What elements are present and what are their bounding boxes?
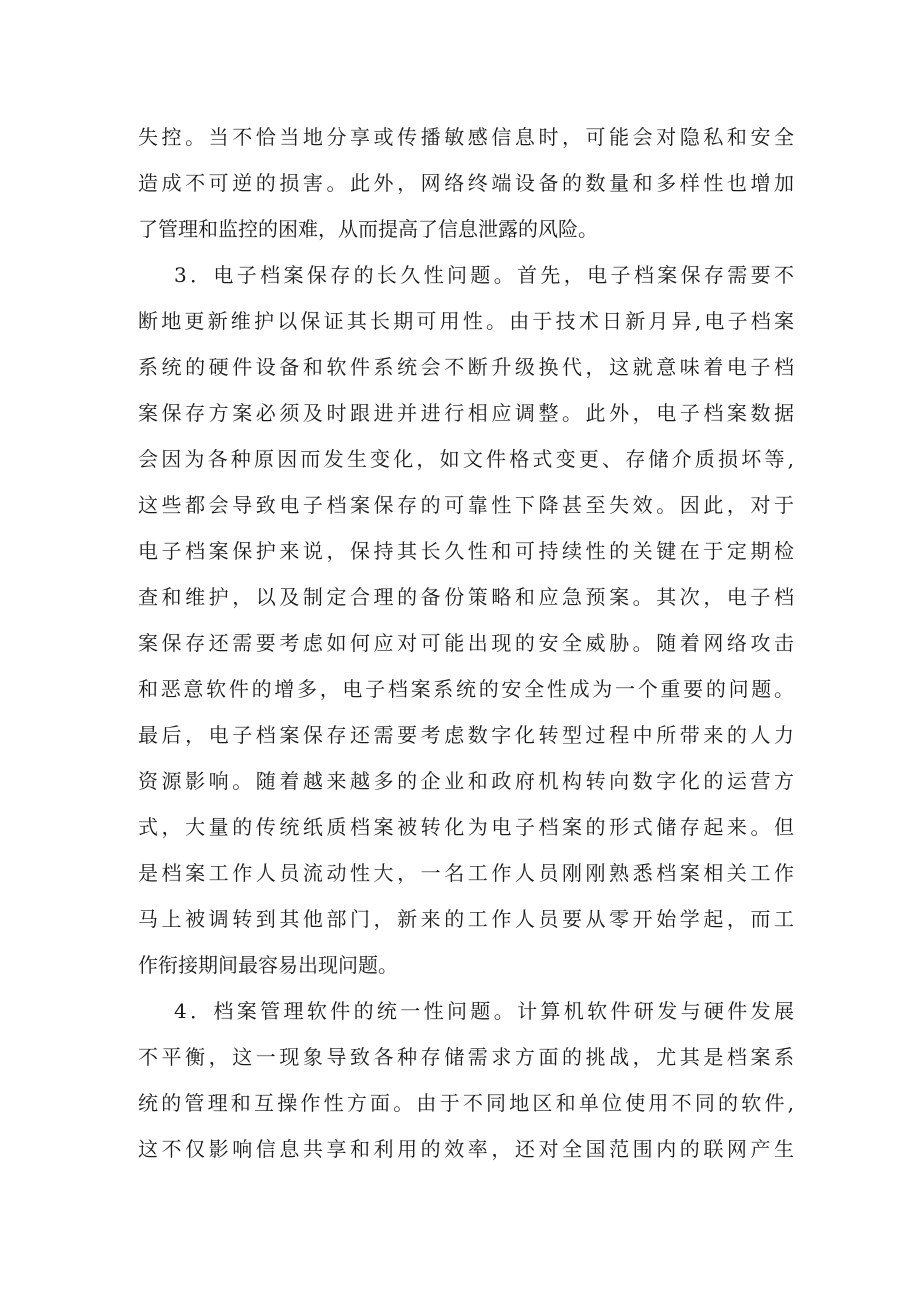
- paragraph-line: 断地更新维护以保证其长期可用性。由于技术日新月异,电子档案: [138, 309, 794, 333]
- document-body: [138, 114, 794, 1172]
- paragraph-line: 3．电子档案保存的长久性问题。首先，电子档案保存需要不: [174, 263, 794, 287]
- paragraph-line: 不平衡，这一现象导致各种存储需求方面的挑战，尤其是档案系: [138, 1045, 794, 1069]
- paragraph-line: 作衔接期间最容易出现问题。: [138, 953, 398, 977]
- paragraph-line: 造成不可逆的损害。此外，网络终端设备的数量和多样性也增加: [138, 171, 794, 195]
- paragraph: [138, 252, 794, 988]
- paragraph-line: 式，大量的传统纸质档案被转化为电子档案的形式储存起来。但: [138, 815, 794, 839]
- paragraph-line: 资源影响。随着越来越多的企业和政府机构转向数字化的运营方: [138, 769, 794, 793]
- paragraph-line: 这不仅影响信息共享和利用的效率，还对全国范围内的联网产生: [138, 1137, 794, 1161]
- paragraph-line: 电子档案保护来说，保持其长久性和可持续性的关键在于定期检: [138, 539, 794, 563]
- paragraph-line: 和恶意软件的增多，电子档案系统的安全性成为一个重要的问题。: [138, 677, 794, 701]
- paragraph-line: 统的管理和互操作性方面。由于不同地区和单位使用不同的软件,: [138, 1091, 794, 1115]
- paragraph-line: 了管理和监控的困难，从而提高了信息泄露的风险。: [138, 217, 598, 241]
- paragraph-line: 是档案工作人员流动性大，一名工作人员刚刚熟悉档案相关工作: [138, 861, 794, 885]
- paragraph: [138, 988, 794, 1172]
- paragraph: [138, 114, 794, 252]
- paragraph-line: 失控。当不恰当地分享或传播敏感信息时，可能会对隐私和安全: [138, 125, 794, 149]
- paragraph-line: 会因为各种原因而发生变化，如文件格式变更、存储介质损坏等,: [138, 447, 794, 471]
- paragraph-line: 查和维护，以及制定合理的备份策略和应急预案。其次，电子档: [138, 585, 794, 609]
- paragraph-line: 最后，电子档案保存还需要考虑数字化转型过程中所带来的人力: [138, 723, 794, 747]
- paragraph-line: 4．档案管理软件的统一性问题。计算机软件研发与硬件发展: [174, 999, 794, 1023]
- paragraph-line: 案保存方案必须及时跟进并进行相应调整。此外，电子档案数据: [138, 401, 794, 425]
- paragraph-line: 这些都会导致电子档案保存的可靠性下降甚至失效。因此，对于: [138, 493, 794, 517]
- paragraph-line: 系统的硬件设备和软件系统会不断升级换代，这就意味着电子档: [138, 355, 794, 379]
- paragraph-line: 马上被调转到其他部门，新来的工作人员要从零开始学起，而工: [138, 907, 794, 931]
- paragraph-line: 案保存还需要考虑如何应对可能出现的安全威胁。随着网络攻击: [138, 631, 794, 655]
